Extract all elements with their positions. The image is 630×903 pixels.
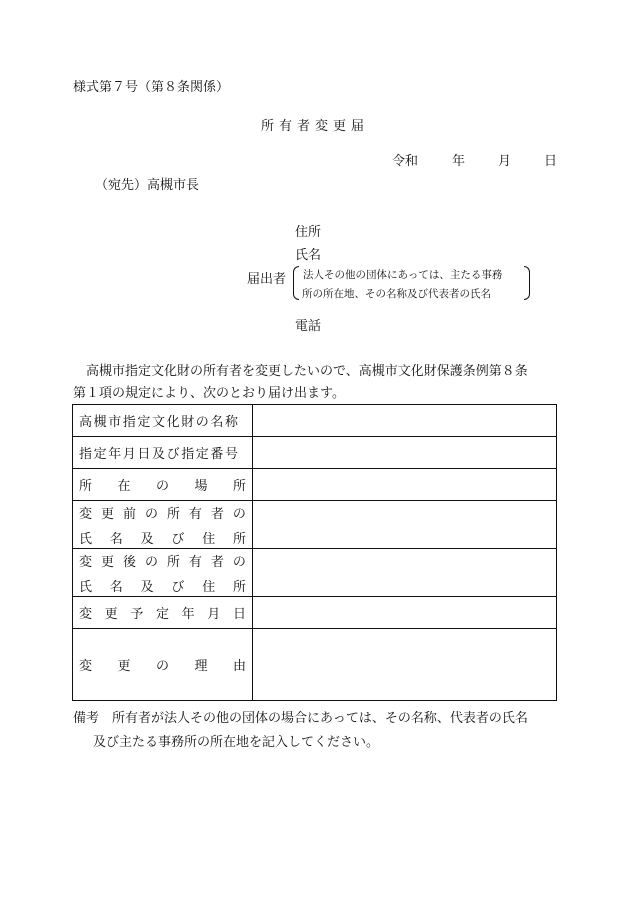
right-bracket <box>524 266 530 300</box>
intro-line-2: 第１項の規定により、次のとおり届け出ます。 <box>73 386 345 401</box>
label-char: の <box>144 506 158 522</box>
table-row <box>73 469 557 501</box>
note-line-1: 法人その他の団体にあっては、主たる事務 <box>303 269 503 281</box>
label-char: 在 <box>117 479 131 494</box>
label-char: 所 <box>166 554 180 570</box>
label-char: 月 <box>207 607 221 622</box>
label-char: 住 <box>202 579 216 595</box>
label-char: 氏 <box>79 579 93 595</box>
label-char: 変 <box>79 554 93 570</box>
label-char: 所 <box>166 506 180 522</box>
date-month: 月 <box>498 154 512 169</box>
table-row <box>73 597 557 629</box>
label-char: の <box>144 554 158 570</box>
label-char: 者 <box>210 554 224 570</box>
label-char: の <box>155 479 169 494</box>
addressee: （宛先）高槻市長 <box>95 178 200 193</box>
label-char: 住 <box>202 531 216 547</box>
row-value[interactable] <box>253 437 557 469</box>
label-char: 者 <box>210 506 224 522</box>
label-char: 名 <box>109 531 123 547</box>
row-value[interactable] <box>253 501 557 549</box>
date-line <box>392 150 557 169</box>
label-char: 変 <box>79 659 93 674</box>
filer-label: 届出者 <box>247 272 287 287</box>
row-label <box>73 629 253 701</box>
address-label: 住所 <box>295 225 322 240</box>
row-value[interactable] <box>253 469 557 501</box>
row-label <box>73 597 253 629</box>
row-value[interactable] <box>253 405 557 437</box>
label-char: の <box>232 554 246 570</box>
label-char: 理 <box>194 659 208 674</box>
label-char: 及 <box>140 531 154 547</box>
label-char: 更 <box>117 659 131 674</box>
label-char: 変 <box>79 607 93 622</box>
row-value[interactable] <box>253 597 557 629</box>
label-char: 更 <box>100 554 114 570</box>
row-label <box>73 501 253 549</box>
row-value[interactable] <box>253 549 557 597</box>
row-label <box>73 469 253 501</box>
applicant-note <box>293 264 530 302</box>
form-number: 様式第７号（第８条関係） <box>73 80 230 95</box>
label-char: 由 <box>232 659 246 674</box>
label-char: 定 <box>155 607 169 622</box>
left-bracket <box>293 266 299 300</box>
label-char: 予 <box>130 607 144 622</box>
remarks-label: 備考 <box>73 711 100 726</box>
note-line-2: 所の所在地、その名称及び代表者の氏名 <box>302 288 491 300</box>
row-label: 指定年月日及び指定番号 <box>73 437 253 469</box>
label-char: び <box>171 579 185 595</box>
label-char: 氏 <box>79 531 93 547</box>
label-char: 日 <box>232 607 246 622</box>
label-char: 名 <box>109 579 123 595</box>
label-char: 所 <box>79 479 93 494</box>
label-char: 及 <box>140 579 154 595</box>
date-day: 日 <box>544 154 558 169</box>
label-char: の <box>155 659 169 674</box>
remarks-line-1: 所有者が法人その他の団体の場合にあっては、その名称、代表者の氏名 <box>112 711 528 726</box>
label-char: 更 <box>104 607 118 622</box>
remarks-line-2: 及び主たる事務所の所在地を記入してください。 <box>93 735 380 750</box>
label-char: 所 <box>232 479 246 494</box>
label-char: び <box>171 531 185 547</box>
label-char: 更 <box>100 506 114 522</box>
date-year: 年 <box>452 154 466 169</box>
label-char: 変 <box>79 506 93 522</box>
table-row <box>73 437 557 469</box>
name-label: 氏名 <box>295 248 322 263</box>
phone-label: 電話 <box>295 319 322 334</box>
label-char: 所 <box>232 579 246 595</box>
table-row <box>73 629 557 701</box>
table-row <box>73 549 557 597</box>
change-form-table <box>72 404 557 701</box>
label-char: 年 <box>181 607 195 622</box>
label-char: 所 <box>232 531 246 547</box>
table-row <box>73 501 557 549</box>
remarks <box>73 708 528 730</box>
label-char: 有 <box>188 554 202 570</box>
label-char: 後 <box>122 554 136 570</box>
intro-text <box>73 361 563 405</box>
row-label <box>73 549 253 597</box>
intro-line-1: 高槻市指定文化財の所有者を変更したいので、高槻市文化財保護条例第８条 <box>86 364 528 379</box>
document-title: 所有者変更届 <box>260 119 369 134</box>
label-char: の <box>232 506 246 522</box>
label-char: 有 <box>188 506 202 522</box>
label-char: 場 <box>194 479 208 494</box>
table-row <box>73 405 557 437</box>
row-value[interactable] <box>253 629 557 701</box>
row-label: 高槻市指定文化財の名称 <box>73 405 253 437</box>
date-era: 令和 <box>392 154 419 169</box>
label-char: 前 <box>122 506 136 522</box>
